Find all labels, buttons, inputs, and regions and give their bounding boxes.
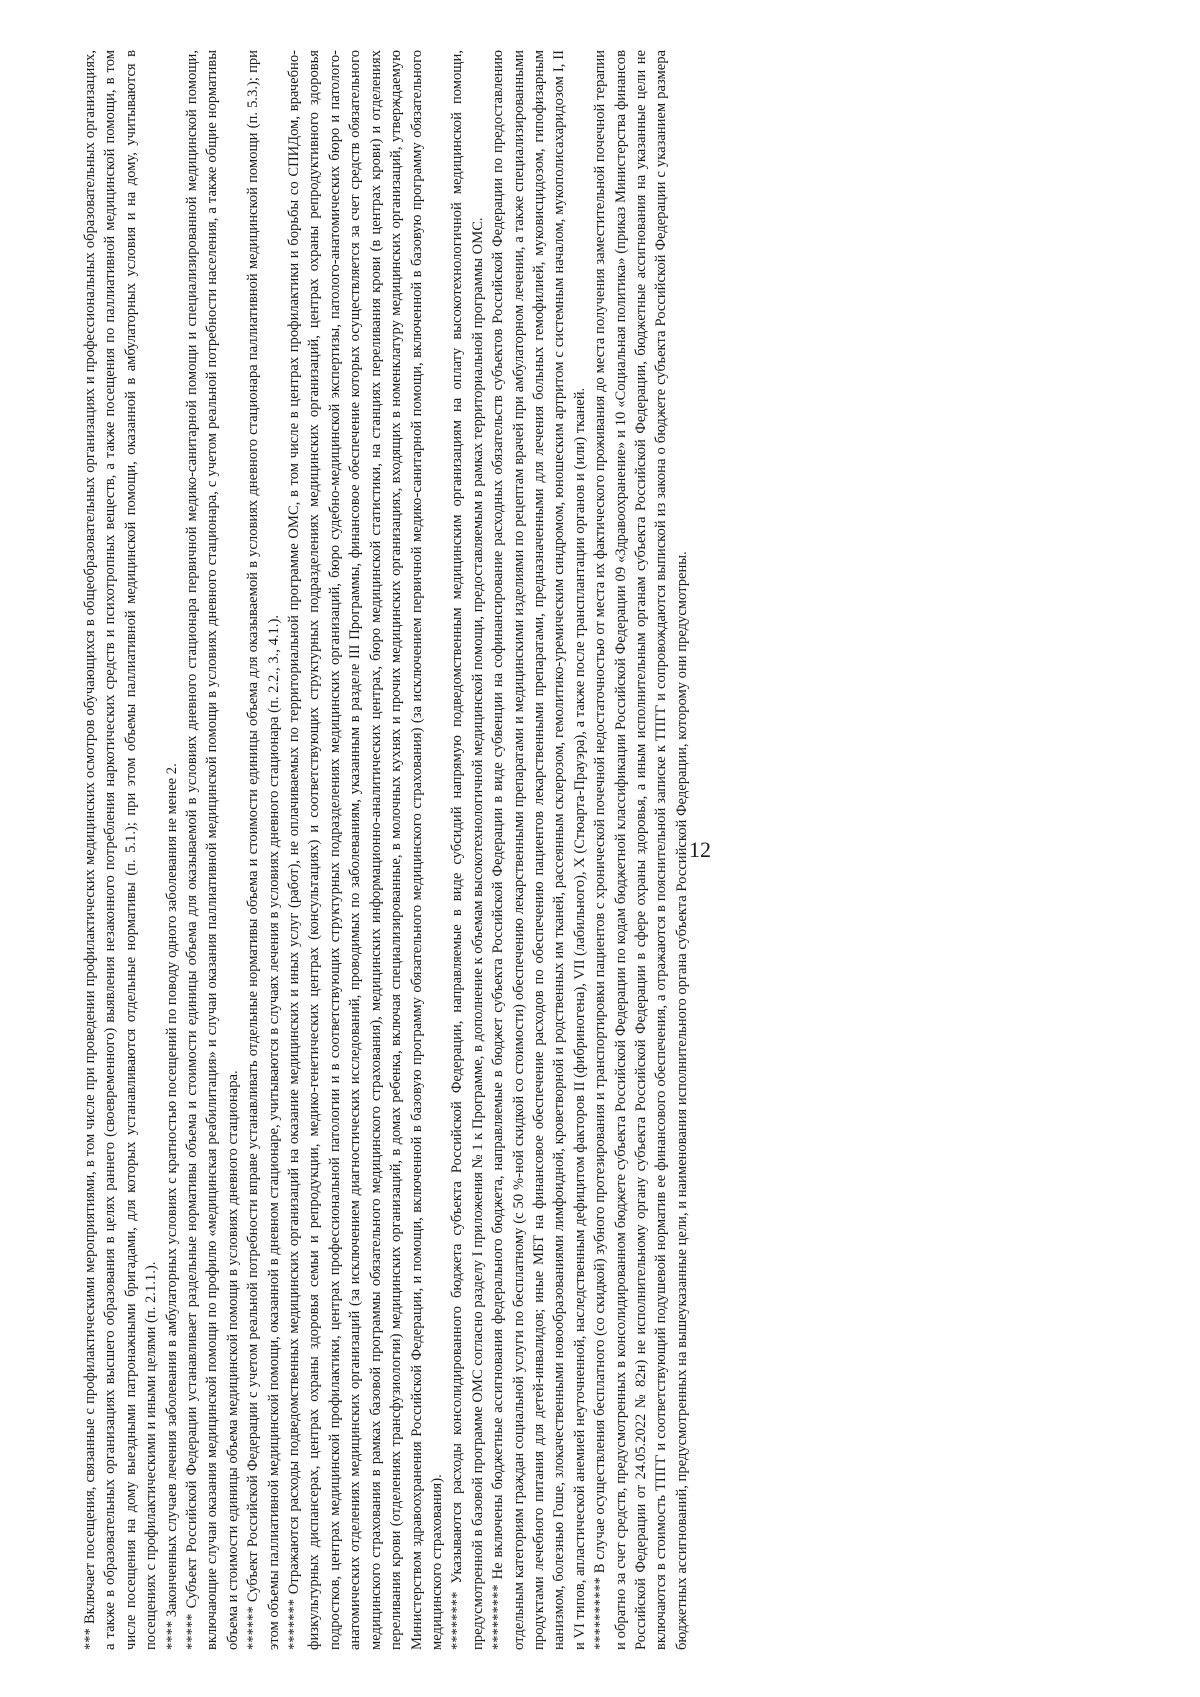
footnote-8-stars: ******** Указываются расходы консолидированного бюджета субъекта Российской Федерации, направляемые в виде субсидий напрямую подведомственным медицинским организациям на оплату высокотехнологичной медицинской помощи, предусмотренной в базовой программе ОМС согласно разделу I приложения № 1 к Программе, в дополнение к объемам высокотехнологичной медицинской помощи, предоставляемым в рамках территориальной программы ОМС. [449, 50, 486, 1650]
footnote-10-stars: ********** В случае осуществления бесплатного (со скидкой) зубного протезирования и транспортировки пациентов с хронической почечной недостаточностью от места их фактического проживания до места получения заместительной почечной терапии и обратно за счет средств, предусмотренных в консолидированном бюджете субъекта Российской Федерации по кодам бюджетной классификации Российской Федерации 09 «Здравоохранение» и 10 «Социальная политика» (приказ Министерства финансов Российской Федерации от 24.05.2022 № 82н) не исполнительному органу субъекта Российской Федерации в сфере охраны здоровья, а иным исполнительным органам субъекта Российской Федерации, бюджетные ассигнования на указанные цели не включаются в стоимость ТПГГ и соответствующий подушевой норматив ее финансового обеспечения, а отражаются в пояснительной записке к ТПГГ и сопровождаются выпиской из закона о бюджете субъекта Российской Федерации с указанием размера бюджетных ассигнований, предусмотренных на вышеуказанные цели, и наименования исполнительного органа субъекта Российской Федерации, которому они предусмотрены. [592, 50, 690, 1650]
page-number: 12 [689, 837, 711, 862]
footnote-7-stars: ******* Отражаются расходы подведомственных медицинских организаций на оказание медицинских и иных услуг (работ), не оплачиваемых по территориальной программе ОМС, в том числе в центрах профилактики и борьбы со СПИДом, врачебно-физкультурных диспансерах, центрах охраны здоровья семьи и репродукции, медико-генетических центрах (консультациях) и соответствующих структурных подразделениях медицинских организаций, центрах охраны репродуктивного здоровья подростков, центрах медицинской профилактики, центрах профессиональной патологии и в соответствующих структурных подразделениях медицинских организаций, бюро судебно-медицинской экспертизы, патолого-анатомических бюро и патолого-анатомических отделениях медицинских организаций (за исключением диагностических исследований, проводимых по заболеваниям, указанным в разделе III Программы, финансовое обеспечение которых осуществляется за счет средств обязательного медицинского страхования в рамках базовой программы обязательного медицинского страхования), медицинских информационно-аналитических центрах, бюро медицинской статистики, на станциях переливания крови (в центрах крови) и отделениях переливания крови (отделениях трансфузиологии) медицинских организаций, в домах ребенка, включая специализированные, в молочных кухнях и прочих медицинских организациях, входящих в номенклатуру медицинских организаций, утверждаемую Министерством здравоохранения Российской Федерации, и помощи, включенной в базовую программу обязательного медицинского страхования) (за исключением первичной медико-санитарной помощи, включенной в базовую программу обязательного медицинского страхования). [286, 50, 445, 1650]
footnote-3-stars: *** Включает посещения, связанные с профилактическими мероприятиями, в том числе при проведении профилактических медицинских осмотров обучающихся в общеобразовательных организациях и профессиональных образовательных организациях, а также в образовательных организациях высшего образования в целях раннего (своевременного) выявления незаконного потребления наркотических средств и психотропных веществ, а также посещения по паллиативной медицинской помощи, в том числе посещения на дому выездными патронажными бригадами, для которых устанавливаются отдельные нормативы (п. 5.1.); при этом объемы паллиативной медицинской помощи, оказанной в амбулаторных условия и на дому, учитываются в посещениях с профилактическими и иными целями (п. 2.1.1.). [82, 50, 160, 1650]
rotated-page-content [80, 50, 1140, 1650]
footnote-5-stars: ***** Субъект Российской Федерации устанавливает раздельные нормативы объема и стоимости единицы объема для оказываемой в условиях дневного стационара первичной медико-санитарной помощи и специализированной медицинской помощи, включающие случаи оказания медицинской помощи по профилю «медицинская реабилитация» и случаи оказания паллиативной медицинской помощи в условиях дневного стационара, с учетом реальной потребности населения, а также общие нормативы объема и стоимости единицы объема медицинской помощи в условиях дневного стационара. [184, 50, 241, 1650]
footnote-6-stars: ****** Субъект Российской Федерации с учетом реальной потребности вправе устанавливать отдельные нормативы объема и стоимости единицы объема для оказываемой в условиях дневного стационара паллиативной медицинской помощи (п. 5.3.); при этом объемы паллиативной медицинской помощи, оказанной в дневном стационаре, учитываются в случаях лечения в условиях дневного стационара (п. 2.2., 3., 4.1.). [245, 50, 282, 1650]
footnote-4-stars: **** Законченных случаев лечения заболевания в амбулаторных условиях с кратностью посещений по поводу одного заболевания не менее 2. [163, 763, 180, 1650]
footnote-9-stars: ********* Не включены бюджетные ассигнования федерального бюджета, направляемые в бюджет субъекта Российской Федерации в виде субвенции на софинансирование расходных обязательств субъектов Российской Федерации по предоставлению отдельным категориям граждан социальной услуги по бесплатному (с 50 %-ной скидкой со стоимости) обеспечению лекарственными препаратами и медицинскими изделиями по рецептам врачей при амбулаторном лечении, а также специализированными продуктами лечебного питания для детей-инвалидов; иные МБТ на финансовое обеспечение расходов по обеспечению пациентов лекарственными препаратами, предназначенными для лечения больных гемофилией, муковисцидозом, гипофизарным нанизмом, болезнью Гоше, злокачественными новообразованиями лимфоидной, кроветворной и родственных им тканей, рассеянным склерозом, гемолитико-уремическим синдромом, юношеским артритом с системным началом, мукополисахаридозом I, II и VI типов, апластической анемией неуточненной, наследственным дефицитом факторов II (фибриногена), VII (лабильного), X (Стюарта-Прауэра), а также после трансплантации органов и (или) тканей. [490, 50, 588, 1650]
